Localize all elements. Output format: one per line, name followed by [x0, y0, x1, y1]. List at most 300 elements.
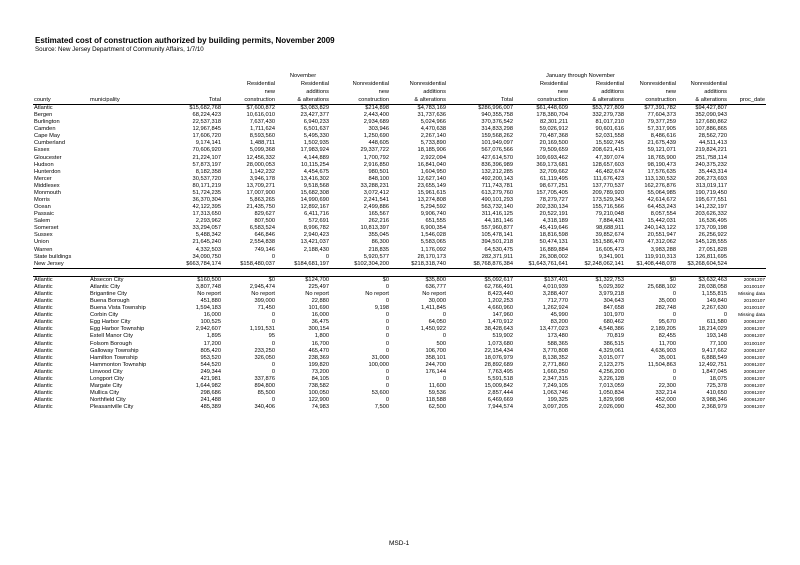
value-cell: 13,709,271	[246, 182, 275, 189]
county-cell: Atlantic	[34, 298, 53, 305]
value-cell: 6,583,524	[249, 225, 275, 232]
value-cell: 9,174,141	[195, 140, 221, 147]
header-cell	[33, 72, 89, 80]
value-cell: 141,232,197	[695, 204, 727, 211]
header-cell: & alterations	[569, 96, 625, 105]
value-cell: 303,946	[368, 126, 389, 133]
value-cell: 1,594,183	[195, 305, 221, 312]
county-row	[33, 133, 766, 140]
value-cell: $61,448,609	[536, 105, 568, 111]
value-cell: 5,583,065	[420, 239, 446, 246]
header-cell	[169, 72, 222, 80]
value-cell: 282,371,911	[481, 253, 513, 260]
header-cell: construction	[330, 96, 390, 105]
value-cell: 2,026,090	[598, 404, 624, 411]
value-cell: 12,627,140	[417, 175, 446, 182]
value-cell: 12,892,167	[300, 204, 329, 211]
value-cell: 203,626,332	[695, 211, 727, 218]
value-cell: 712,770	[547, 298, 568, 305]
value-cell: 8,057,554	[650, 211, 676, 218]
proc-date-cell: 20100107	[743, 299, 766, 305]
value-cell: 5,029,392	[598, 283, 624, 290]
value-cell: 21,435,750	[246, 204, 275, 211]
value-cell: 386,515	[603, 340, 624, 347]
county-cell: Atlantic	[34, 105, 53, 111]
value-cell: 370,376,542	[481, 119, 513, 126]
value-cell: 711,743,781	[481, 182, 513, 189]
county-row	[33, 176, 766, 183]
proc-date-cell	[728, 239, 766, 246]
value-cell: 5,024,966	[420, 119, 446, 126]
value-cell: 73,200	[311, 368, 329, 375]
value-cell: 193,148	[706, 333, 727, 340]
value-cell: 13,477,023	[539, 326, 568, 333]
header-cell: & alterations	[390, 96, 447, 105]
value-cell: 244,700	[425, 361, 446, 368]
value-cell: 2,945,474	[249, 283, 275, 290]
municipality-row	[33, 276, 766, 284]
value-cell: 17,313,650	[192, 211, 221, 218]
proc-date-cell: 20091207	[743, 405, 766, 411]
value-cell: 5,863,265	[249, 197, 275, 204]
value-cell: 332,214	[655, 390, 676, 397]
municipality-row	[33, 362, 766, 369]
page-title: Estimated cost of construction authorized by building permits, November 2009	[35, 36, 335, 45]
municipality-cell: Egg Harbor Township	[90, 326, 145, 333]
value-cell: 173,709,198	[695, 225, 727, 232]
value-cell: 100,050	[308, 390, 329, 397]
value-cell: 249,344	[200, 368, 221, 375]
proc-date-cell	[728, 112, 766, 119]
value-cell: 2,554,838	[249, 239, 275, 246]
value-cell: 7,249,105	[542, 382, 568, 389]
value-cell: 128,657,603	[592, 161, 624, 168]
value-cell: 18,076,979	[484, 354, 513, 361]
county-row	[33, 247, 766, 254]
proc-date-cell: Missing data	[738, 291, 766, 297]
value-cell: 50,474,131	[539, 239, 568, 246]
value-cell: 1,191,531	[249, 326, 275, 333]
value-cell: 15,009,842	[484, 382, 513, 389]
county-row	[33, 140, 766, 147]
value-cell: 4,470,638	[420, 126, 446, 133]
header-cell	[89, 88, 169, 96]
value-cell: 29,337,722	[360, 147, 389, 154]
value-cell: 22,537,318	[192, 119, 221, 126]
value-cell: 2,368,979	[701, 404, 727, 411]
value-cell: 20,169,500	[539, 140, 568, 147]
value-cell: 151,586,470	[592, 239, 624, 246]
value-cell: 1,050,834	[598, 390, 624, 397]
municipality-cell: Absecon City	[89, 276, 169, 284]
municipality-cell: Egg Harbor City	[90, 319, 131, 326]
value-cell: 70,819	[606, 333, 624, 340]
municipality-row	[33, 333, 766, 340]
county-cell: Salem	[34, 218, 51, 225]
municipality-row	[33, 348, 766, 355]
value-cell: 1,073,680	[487, 340, 513, 347]
header-cell	[728, 88, 766, 96]
county-cell: Sussex	[34, 232, 53, 239]
value-cell: 42,614,672	[647, 197, 676, 204]
municipality-cell: Brigantine City	[90, 290, 127, 297]
header-cell: Nonresidential	[639, 81, 676, 87]
value-cell: 611,580	[706, 319, 727, 326]
value-cell: 159,568,262	[481, 133, 513, 140]
value-cell: 3,226,128	[598, 375, 624, 382]
value-cell: 465,470	[308, 347, 329, 354]
header-cell: additions	[601, 89, 624, 95]
proc-date-cell	[728, 162, 766, 169]
value-cell: $124,700	[276, 276, 330, 284]
value-cell: 208,621,415	[592, 147, 624, 154]
municipality-cell: Northfield City	[90, 397, 126, 404]
value-cell: 4,256,200	[598, 368, 624, 375]
proc-date-cell	[728, 119, 766, 126]
value-cell: 0	[442, 375, 446, 382]
value-cell: No report	[305, 290, 329, 297]
value-cell: 95	[268, 333, 275, 340]
value-cell: 7,500	[374, 404, 389, 411]
value-cell: 2,934,689	[363, 119, 389, 126]
value-cell: 3,072,412	[363, 189, 389, 196]
header-cell	[89, 72, 169, 80]
value-cell: 62,500	[428, 404, 446, 411]
value-cell: 173,529,343	[592, 197, 624, 204]
proc-date-cell	[728, 155, 766, 162]
value-cell: 85,500	[257, 390, 275, 397]
municipality-cell	[89, 126, 169, 133]
value-cell: 0	[672, 368, 676, 375]
value-cell: 829,627	[254, 211, 275, 218]
value-cell: 490,101,293	[481, 197, 513, 204]
value-cell: 3,988,346	[701, 397, 727, 404]
header-cell: Residential	[300, 81, 329, 87]
value-cell: 2,940,423	[303, 232, 329, 239]
value-cell: 13,416,302	[300, 175, 329, 182]
value-cell: 16,841,040	[417, 161, 446, 168]
proc-date-cell	[728, 204, 766, 211]
value-cell: 81,017,210	[595, 119, 624, 126]
value-cell: 55,064,985	[647, 189, 676, 196]
value-cell: 21,224,107	[192, 154, 221, 161]
value-cell: 3,983,288	[650, 246, 676, 253]
value-cell: 646,846	[254, 232, 275, 239]
value-cell: 953,520	[200, 354, 221, 361]
municipality-row	[33, 383, 766, 390]
value-cell: 1,711,624	[250, 126, 275, 133]
value-cell: 77,604,373	[647, 112, 676, 119]
county-rows	[33, 105, 766, 269]
value-cell: 340,406	[254, 404, 275, 411]
municipality-cell	[89, 225, 169, 232]
value-cell: 21,645,240	[192, 239, 221, 246]
county-cell: Atlantic	[34, 397, 53, 404]
value-cell: 1,262,924	[542, 305, 568, 312]
value-cell: 836,396,989	[481, 161, 513, 168]
value-cell: 44,181,146	[484, 218, 513, 225]
value-cell: 149,840	[706, 298, 727, 305]
header-row	[33, 88, 766, 96]
value-cell: 2,916,850	[363, 161, 389, 168]
municipality-cell	[89, 254, 169, 261]
county-cell: Atlantic	[34, 290, 53, 297]
value-cell: 0	[385, 319, 389, 326]
municipality-row	[33, 326, 766, 333]
value-cell: $0	[625, 276, 677, 284]
municipality-row	[33, 319, 766, 326]
value-cell: 980,501	[368, 168, 389, 175]
value-cell: 26,308,002	[539, 253, 568, 260]
header-cell: & alterations	[276, 96, 330, 105]
value-cell: $8,768,876,384	[447, 261, 514, 269]
header-cell	[33, 80, 89, 88]
county-cell: Middlesex	[34, 182, 60, 189]
header-cell	[447, 80, 514, 88]
value-cell: 2,293,962	[195, 218, 221, 225]
municipality-cell	[89, 176, 169, 183]
value-cell: 16,536,495	[698, 218, 727, 225]
value-cell: 0	[385, 397, 389, 404]
header-cell: Residential	[539, 81, 568, 87]
value-cell: $0	[222, 276, 276, 284]
value-cell: 225,497	[308, 283, 329, 290]
county-cell: Atlantic	[34, 404, 53, 411]
proc-date-cell	[728, 169, 766, 176]
header-cell: county	[33, 96, 89, 105]
value-cell: $663,784,174	[169, 261, 222, 269]
value-cell: 7,944,574	[487, 404, 513, 411]
county-cell: Camden	[34, 126, 56, 133]
value-cell: 101,949,097	[481, 140, 513, 147]
value-cell: 15,682,308	[300, 189, 329, 196]
value-cell: 14,990,690	[300, 197, 329, 204]
municipality-row	[33, 305, 766, 312]
value-cell: 848,100	[368, 175, 389, 182]
value-cell: $53,727,809	[592, 105, 624, 111]
municipality-cell: Pleasantville City	[90, 404, 134, 411]
value-cell: 563,732,140	[481, 204, 513, 211]
value-cell: 427,614,570	[481, 154, 513, 161]
value-cell: 98,688,911	[595, 225, 624, 232]
value-cell: 0	[672, 312, 676, 319]
value-cell: 20,551,947	[647, 232, 676, 239]
value-cell: 28,170,173	[417, 253, 446, 260]
value-cell: 86,300	[371, 239, 389, 246]
value-cell: No report	[251, 290, 275, 297]
value-cell: 500	[436, 340, 446, 347]
value-cell: 79,210,048	[595, 211, 624, 218]
county-row	[33, 126, 766, 133]
municipality-cell	[89, 169, 169, 176]
county-cell: Hunterdon	[34, 168, 61, 175]
proc-date-cell	[728, 247, 766, 254]
municipality-row	[33, 312, 766, 319]
value-cell: 0	[385, 312, 389, 319]
value-cell: $2,248,062,141	[569, 261, 625, 269]
municipality-row	[33, 404, 766, 411]
value-cell: 79,377,259	[647, 119, 676, 126]
value-cell: 27,051,828	[698, 246, 727, 253]
value-cell: 15,961,615	[417, 189, 446, 196]
value-cell: 680,462	[603, 319, 624, 326]
county-cell: Atlantic	[34, 347, 53, 354]
municipality-cell: Hammonton Township	[90, 361, 147, 368]
value-cell: 7,013,059	[598, 382, 624, 389]
value-cell: 10,813,397	[360, 225, 389, 232]
header-cell: Total	[169, 96, 222, 105]
value-cell: 219,824,221	[695, 147, 727, 154]
value-cell: 17,007,900	[246, 189, 275, 196]
value-cell: 218,835	[368, 246, 389, 253]
municipality-cell: Folsom Borough	[90, 340, 132, 347]
value-cell: $102,304,200	[330, 261, 390, 269]
value-cell: 15,592,745	[595, 140, 624, 147]
value-cell: 1,644,982	[195, 382, 221, 389]
county-cell: Essex	[34, 147, 50, 154]
value-cell: $15,682,768	[189, 105, 221, 111]
value-cell: 113,130,532	[644, 175, 676, 182]
header-cell: Nonresidential	[409, 81, 446, 87]
value-cell: 2,189,205	[650, 326, 676, 333]
proc-date-cell: 20091207	[743, 320, 766, 326]
value-cell: 62,766,491	[484, 283, 513, 290]
value-cell: 64,453,243	[647, 204, 676, 211]
value-cell: 332,279,738	[592, 112, 624, 119]
municipality-cell	[89, 147, 169, 154]
county-cell: Atlantic	[34, 354, 53, 361]
value-cell: 5,920,577	[363, 253, 389, 260]
value-cell: 68,224,423	[192, 112, 221, 119]
municipality-cell	[89, 204, 169, 211]
header-group-row	[33, 72, 766, 80]
value-cell: $7,600,872	[246, 105, 275, 111]
value-cell: $3,268,604,524	[677, 261, 728, 269]
proc-date-cell	[728, 133, 766, 140]
county-row	[33, 147, 766, 154]
value-cell: 1,411,845	[421, 305, 446, 312]
municipality-cell: Buena Borough	[90, 298, 130, 305]
value-cell: 82,455	[658, 333, 676, 340]
value-cell: 282,748	[655, 305, 676, 312]
value-cell: 2,942,607	[195, 326, 221, 333]
value-cell: 0	[385, 333, 389, 340]
value-cell: 0	[672, 375, 676, 382]
value-cell: 4,332,503	[195, 246, 221, 253]
value-cell: $3,632,463	[677, 276, 728, 284]
value-cell: 9,417,662	[701, 347, 727, 354]
value-cell: 11,600	[429, 382, 446, 389]
value-cell: $1,408,448,078	[625, 261, 677, 269]
header-cell: new	[264, 89, 275, 95]
county-cell: Atlantic	[34, 382, 53, 389]
value-cell: 352,090,943	[695, 112, 727, 119]
value-cell: 3,807,748	[195, 283, 221, 290]
proc-date-cell	[728, 254, 766, 261]
value-cell: 651,555	[425, 218, 446, 225]
value-cell: 313,019,117	[695, 182, 727, 189]
county-cell: Atlantic	[34, 368, 53, 375]
value-cell: 0	[385, 375, 389, 382]
header-row	[33, 96, 766, 105]
value-cell: 17,983,924	[300, 147, 329, 154]
municipality-row	[33, 390, 766, 397]
value-cell: 358,101	[425, 354, 446, 361]
municipality-cell	[89, 105, 169, 113]
proc-date-cell	[728, 140, 766, 147]
county-row	[33, 183, 766, 190]
county-cell: Ocean	[34, 204, 51, 211]
county-row	[33, 261, 766, 269]
value-cell: $4,783,169	[417, 105, 446, 111]
proc-date-cell	[728, 105, 766, 113]
value-cell: 46,482,674	[595, 168, 624, 175]
county-cell: Union	[34, 239, 49, 246]
value-cell: 3,097,205	[542, 404, 568, 411]
value-cell: 132,212,285	[481, 168, 513, 175]
county-row	[33, 254, 766, 261]
value-cell: 4,660,960	[487, 305, 513, 312]
value-cell: 251,758,114	[695, 154, 727, 161]
county-row	[33, 112, 766, 119]
value-cell: 636,777	[425, 283, 446, 290]
proc-date-cell	[728, 147, 766, 154]
county-cell: Hudson	[34, 161, 54, 168]
proc-date-cell: 20091207	[743, 362, 766, 368]
value-cell: 206,273,693	[695, 175, 727, 182]
permits-table	[33, 72, 766, 411]
value-cell: 1,488,711	[250, 140, 275, 147]
value-cell: 5,488,342	[195, 232, 221, 239]
value-cell: 492,200,143	[481, 175, 513, 182]
value-cell: 262,216	[368, 218, 389, 225]
value-cell: 8,423,440	[487, 290, 513, 297]
header-cell	[89, 80, 169, 88]
municipality-cell	[89, 119, 169, 126]
value-cell: 1,546,028	[420, 232, 446, 239]
value-cell: $5,092,617	[447, 276, 514, 284]
value-cell: 195,677,551	[695, 197, 727, 204]
value-cell: 1,250,690	[363, 133, 389, 140]
municipality-cell: Corbin City	[90, 312, 119, 319]
header-cell: construction	[514, 96, 569, 105]
municipality-cell	[89, 218, 169, 225]
value-cell: 6,501,637	[303, 126, 329, 133]
value-cell: $1,643,761,641	[514, 261, 569, 269]
value-cell: 233,250	[254, 347, 275, 354]
value-cell: 47,312,062	[647, 239, 676, 246]
value-cell: 894,800	[254, 382, 275, 389]
value-cell: 3,946,178	[249, 175, 275, 182]
value-cell: 300,154	[308, 326, 329, 333]
municipality-row	[33, 369, 766, 376]
value-cell: 3,288,407	[542, 290, 568, 297]
proc-date-cell	[728, 197, 766, 204]
value-cell: 0	[271, 253, 275, 260]
county-row	[33, 197, 766, 204]
municipality-row	[33, 291, 766, 298]
municipality-cell: Mullica City	[90, 390, 120, 397]
header-cell: & alterations	[677, 96, 728, 105]
value-cell: 45,419,646	[539, 225, 568, 232]
value-cell: 36,370,304	[192, 197, 221, 204]
municipality-cell	[89, 112, 169, 119]
value-cell: 6,469,669	[487, 397, 513, 404]
value-cell: 326,050	[254, 354, 275, 361]
value-cell: 26,256,922	[698, 232, 727, 239]
value-cell: 173,480	[547, 333, 568, 340]
table-header	[33, 72, 766, 105]
